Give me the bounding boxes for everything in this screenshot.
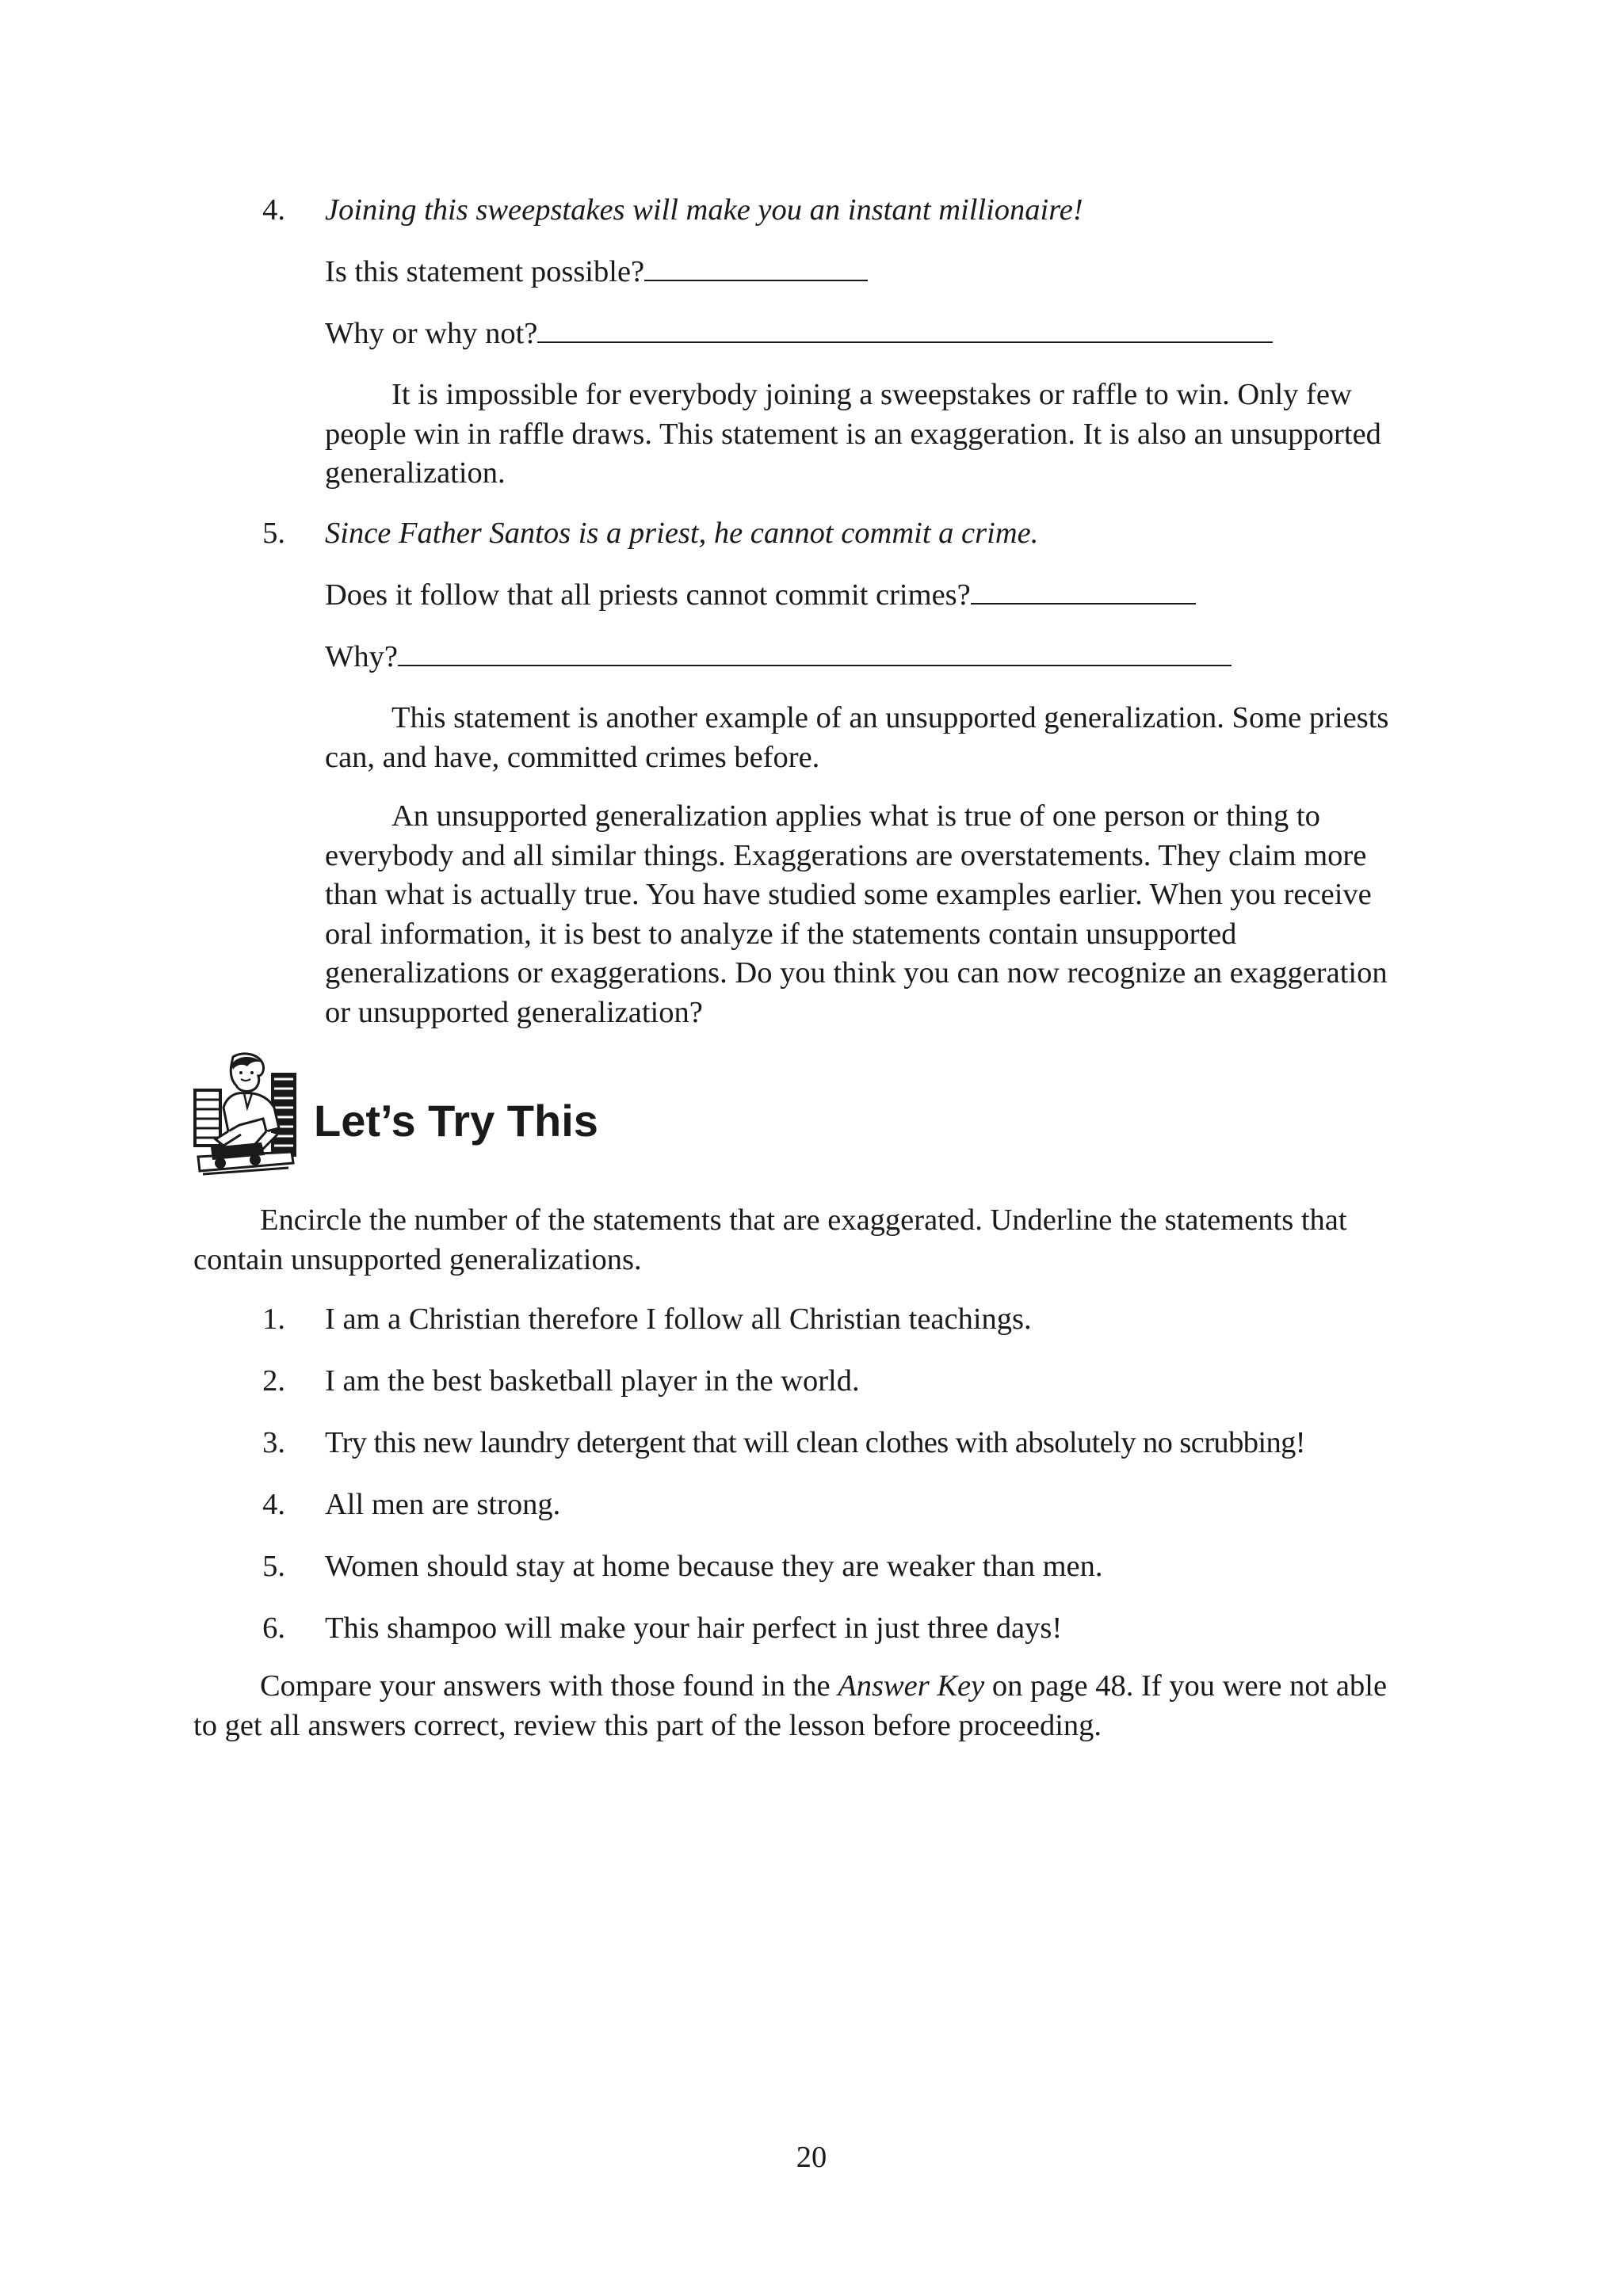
list-item[interactable]: Try this new laundry detergent that will clean clothes with absolutely no scrubbing! (325, 1426, 1305, 1459)
list-item[interactable]: Women should stay at home because they are weaker than men. (325, 1550, 1103, 1583)
prompt-text: Why or why not? (325, 317, 538, 350)
question-prompt (325, 252, 868, 292)
question-number: 5. (262, 517, 285, 550)
section-heading: Let’s Try This (314, 1096, 598, 1146)
list-item[interactable]: This shampoo will make your hair perfect in just three days! (325, 1611, 1063, 1645)
answer-key-reference: Answer Key (838, 1669, 985, 1703)
question-prompt (325, 637, 1232, 677)
list-item[interactable]: I am a Christian therefore I follow all Christian teachings. (325, 1302, 1032, 1336)
answer-blank[interactable] (644, 253, 868, 281)
prompt-text: Why? (325, 640, 398, 673)
explanation-paragraph: It is impossible for everybody joining a sweepstakes or raffle to win. Only few people win in raffle draws. This statement is an exaggeration. It is also an unsupported generalization. (325, 378, 1381, 490)
prompt-text: Is this statement possible? (325, 255, 645, 288)
page-number: 20 (796, 2141, 827, 2174)
answer-blank[interactable] (398, 638, 1232, 666)
list-item-number[interactable]: 6. (262, 1611, 285, 1645)
list-item-number[interactable]: 5. (262, 1550, 285, 1583)
question-statement: Joining this sweepstakes will make you an instant millionaire! (325, 193, 1083, 227)
list-item[interactable]: All men are strong. (325, 1488, 561, 1521)
answer-blank[interactable] (537, 315, 1273, 343)
explanation-paragraph: This statement is another example of an unsupported generalization. Some priests can, and have, committed crimes before. (325, 701, 1389, 774)
list-item-number[interactable]: 4. (262, 1488, 285, 1521)
answer-blank[interactable] (971, 576, 1196, 605)
list-item-number[interactable]: 2. (262, 1364, 285, 1398)
list-item[interactable]: I am the best basketball player in the world. (325, 1364, 860, 1398)
question-statement: Since Father Santos is a priest, he cannot commit a crime. (325, 517, 1039, 550)
instructions-paragraph: Encircle the number of the statements that are exaggerated. Underline the statements that contain unsupported generalizations. (193, 1203, 1347, 1276)
question-prompt (325, 314, 1273, 353)
question-number: 4. (262, 193, 285, 227)
closing-paragraph (193, 1667, 1398, 1745)
list-item-number[interactable]: 3. (262, 1426, 285, 1459)
student-working-icon (192, 1052, 298, 1177)
closing-text: Compare your answers with those found in the (260, 1669, 838, 1703)
summary-paragraph: An unsupported generalization applies what is true of one person or thing to everybody and all similar things. Exaggerations are overstatements. They claim more than what is actually true. You have studied some examples earlier. When you receive oral information, it is best to analyze if the statements contain unsupported generalizations or exaggerations. Do you think you can now recognize an exaggeration or unsupported generalization? (325, 799, 1388, 1029)
prompt-text: Does it follow that all priests cannot commit crimes? (325, 578, 971, 612)
question-prompt (325, 575, 1196, 615)
closing-text: on page 48. If you were not able to get all answers correct, review this part of the lesson before proceeding. (193, 1669, 1388, 1742)
list-item-number[interactable]: 1. (262, 1302, 285, 1336)
